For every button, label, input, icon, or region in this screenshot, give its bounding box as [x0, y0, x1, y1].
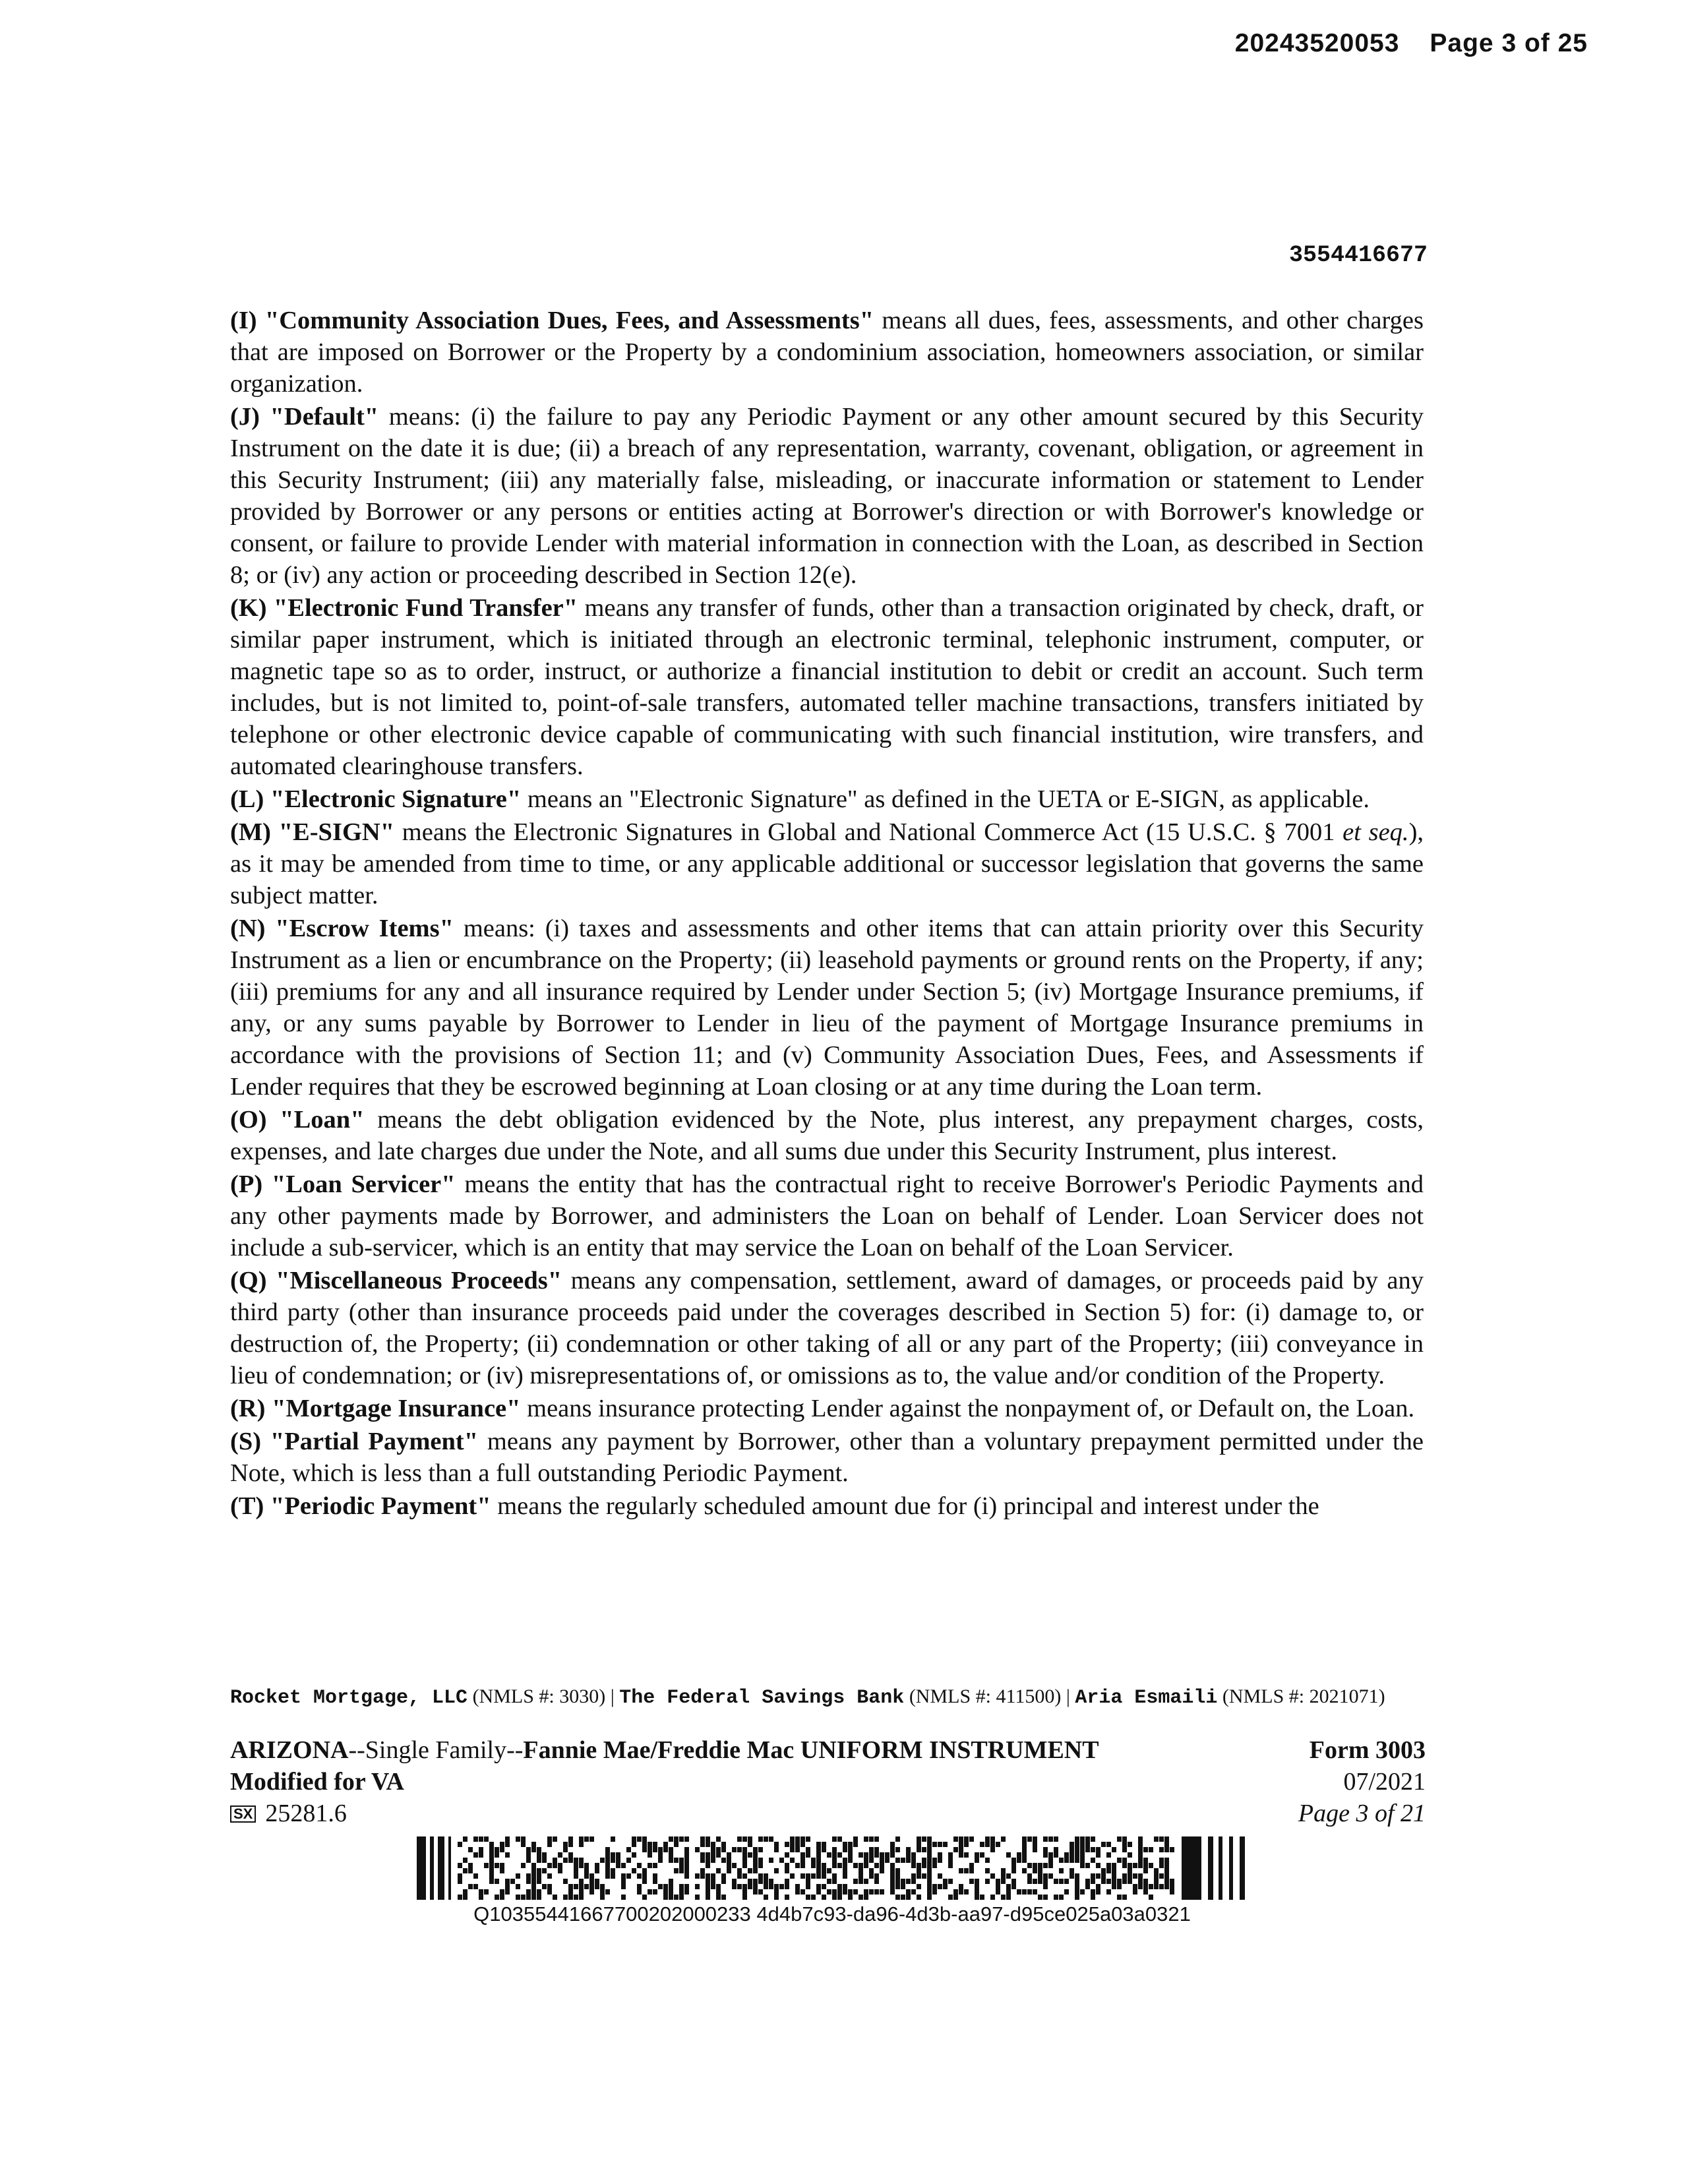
modified-for-va: Modified for VA	[230, 1768, 404, 1796]
form-page: Page 3 of 21	[1298, 1800, 1426, 1827]
document-number: 20243520053	[1234, 29, 1400, 57]
definition-j: (J) "Default" means: (i) the failure to pay any Periodic Payment or any other amount secured by this Security Instrument on the date it is due; (ii) a breach of any representation, warranty, covenant, obligation, or agreement in this Security Instrument; (iii) any materially false, misleading, or inaccurate information or statement to Lender provided by Borrower or any persons or entities acting at Borrower's direction or with Borrower's knowledge or consent, or failure to provide Lender with material information in connection with the Loan, as described in Section 8; or (iv) any action or proceeding described in Section 12(e).	[230, 403, 1424, 589]
definition-s: (S) "Partial Payment" means any payment by Borrower, other than a voluntary prepayment permitted under the Note, which is less than a full outstanding Periodic Payment.	[230, 1428, 1424, 1487]
barcode-id: Q10355441667700202000233 4d4b7c93-da96-4d3b-aa97-d95ce025a03a0321	[473, 1902, 1191, 1926]
form-number: Form 3003	[1309, 1736, 1426, 1764]
definition-o: (O) "Loan" means the debt obligation evidenced by the Note, plus interest, any prepayment charges, costs, expenses, and late charges due under the Note, and all sums due under this Security Instrument, plus interest.	[230, 1106, 1424, 1165]
definition-t: (T) "Periodic Payment" means the regularly scheduled amount due for (i) principal and interest under the	[230, 1492, 1319, 1520]
recording-page-label: Page 3 of 25	[1430, 29, 1588, 57]
form-info	[1298, 1734, 1426, 1829]
loan-number: 3554416677	[1288, 242, 1428, 268]
form-title: ARIZONA--Single Family--Fannie Mae/Freddie Mac UNIFORM INSTRUMENT Modified for VA SX 25281.6	[230, 1736, 1099, 1827]
definition-n: (N) "Escrow Items" means: (i) taxes and assessments and other items that can attain priority over this Security Instrument as a lien or encumbrance on the Property; (ii) leasehold payments or ground rents on the Property, if any; (iii) premiums for any and all insurance required by Lender under Section 5; (iv) Mortgage Insurance premiums, if any, or any sums payable by Borrower to Lender in lieu of the payment of Mortgage Insurance premiums in accordance with the provisions of Section 11; and (v) Community Association Dues, Fees, and Assessments if Lender requires that they be escrowed beginning at Loan closing or at any time during the Loan term.	[230, 915, 1424, 1101]
lender-info: Rocket Mortgage, LLC (NMLS #: 3030) | The Federal Savings Bank (NMLS #: 411500) | Aria Esmaili (NMLS #: 2021071)	[230, 1685, 1385, 1709]
definition-p: (P) "Loan Servicer" means the entity that has the contractual right to receive Borrower's Periodic Payments and any other payments made by Borrower, and administers the Loan on behalf of Lender. Loan Servicer does not include a sub-servicer, which is an entity that may service the Loan on behalf of the Loan Servicer.	[230, 1170, 1424, 1261]
definition-k: (K) "Electronic Fund Transfer" means any transfer of funds, other than a transaction originated by check, draft, or similar paper instrument, which is initiated through an electronic terminal, telephonic instrument, computer, or magnetic tape so as to order, instruct, or authorize a financial institution to debit or credit an account. Such term includes, but is not limited to, point-of-sale transfers, automated teller machine transactions, transfers initiated by telephone or other electronic device capable of communicating with such financial institution, wire transfers, and automated clearinghouse transfers.	[230, 594, 1424, 780]
definition-r: (R) "Mortgage Insurance" means insurance protecting Lender against the nonpayment of, or Default on, the Loan.	[230, 1395, 1415, 1422]
definition-q: (Q) "Miscellaneous Proceeds" means any compensation, settlement, award of damages, or proceeds paid by any third party (other than insurance proceeds paid under the coverages described in Section 5) for: (i) damage to, or destruction of, the Property; (ii) condemnation or other taking of all or any part of the Property; (iii) conveyance in lieu of condemnation; or (iv) misrepresentations of, or omissions as to, the value and/or condition of the Property.	[230, 1267, 1424, 1389]
definition-i: (I) "Community Association Dues, Fees, and Assessments" means all dues, fees, assessments, and other charges that are imposed on Borrower or the Property by a condominium association, homeowners association, or similar organization.	[230, 307, 1424, 398]
form-code: 25281.6	[265, 1800, 347, 1827]
sx-logo-icon: SX	[230, 1805, 256, 1823]
barcode	[417, 1836, 1248, 1900]
definition-l: (L) "Electronic Signature" means an "Electronic Signature" as defined in the UETA or E-SIGN, as applicable.	[230, 785, 1370, 813]
definitions-body	[230, 305, 1424, 1523]
recording-stamp	[1235, 29, 1588, 58]
form-date: 07/2021	[1343, 1768, 1426, 1796]
definition-m: (M) "E-SIGN" means the Electronic Signatures in Global and National Commerce Act (15 U.S.C. § 7001 et seq.), as it may be amended from time to time, or any applicable additional or successor legislation that governs the same subject matter.	[230, 818, 1424, 909]
